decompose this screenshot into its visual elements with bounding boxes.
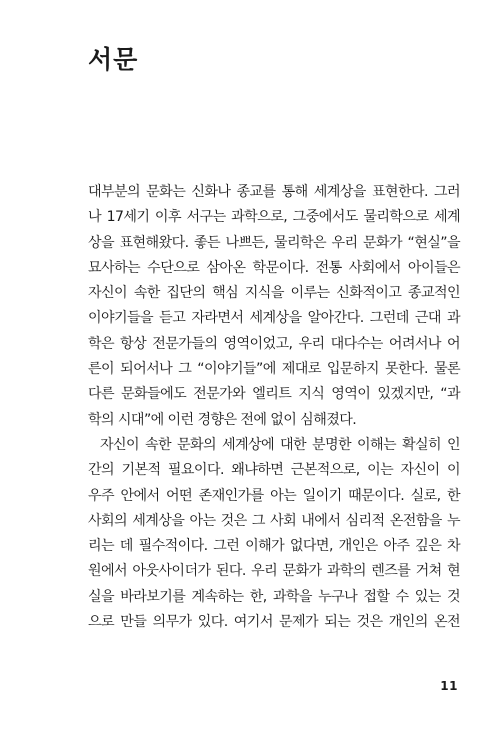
text-line: 리는 데 필수적이다. 그런 이해가 없다면, 개인은 아주 깊은 차 (88, 538, 460, 555)
text-line: 사회의 세계상을 아는 것은 그 사회 내에서 심리적 온전함을 누 (88, 512, 460, 529)
body-text (88, 180, 460, 635)
text-line: 나 17세기 이후 서구는 과학으로, 그중에서도 물리학으로 세계 (88, 209, 460, 226)
text-line: 원에서 아웃사이더가 된다. 우리 문화가 과학의 렌즈를 거쳐 현 (88, 563, 460, 580)
text-line: 상을 표현해왔다. 좋든 나쁘든, 물리학은 우리 문화가 “현실”을 (88, 234, 460, 251)
text-line: 자신이 속한 집단의 핵심 지식을 이루는 신화적이고 종교적인 (88, 285, 460, 302)
text-line: 묘사하는 수단으로 삼아온 학문이다. 전통 사회에서 아이들은 (88, 259, 460, 276)
text-line: 학은 항상 전문가들의 영역이었고, 우리 대다수는 어려서나 어 (88, 335, 460, 352)
text-line: 이야기들을 듣고 자라면서 세계상을 알아간다. 그런데 근대 과 (88, 310, 460, 327)
text-line: 자신이 속한 문화의 세계상에 대한 분명한 이해는 확실히 인 (100, 436, 460, 453)
text-line: 다른 문화들에도 전문가와 엘리트 지식 영역이 있겠지만, “과 (88, 386, 460, 403)
text-line: 대부분의 문화는 신화나 종교를 통해 세계상을 표현한다. 그러 (88, 184, 460, 200)
text-line: 으로 만들 의무가 있다. 여기서 문제가 되는 것은 개인의 온전 (88, 614, 460, 631)
chapter-title: 서문 (88, 45, 139, 74)
text-line: 간의 기본적 필요이다. 왜냐하면 근본적으로, 이는 자신이 이 (88, 462, 460, 479)
page-number: 11 (440, 679, 458, 693)
text-line: 우주 안에서 어떤 존재인가를 아는 일이기 때문이다. 실로, 한 (88, 487, 460, 504)
text-line: 실을 바라보기를 계속하는 한, 과학을 누구나 접할 수 있는 것 (88, 588, 460, 605)
text-line: 른이 되어서나 그 “이야기들”에 제대로 입문하지 못한다. 물론 (88, 361, 460, 378)
text-line: 학의 시대”에 이런 경향은 전에 없이 심해졌다. (88, 411, 357, 428)
